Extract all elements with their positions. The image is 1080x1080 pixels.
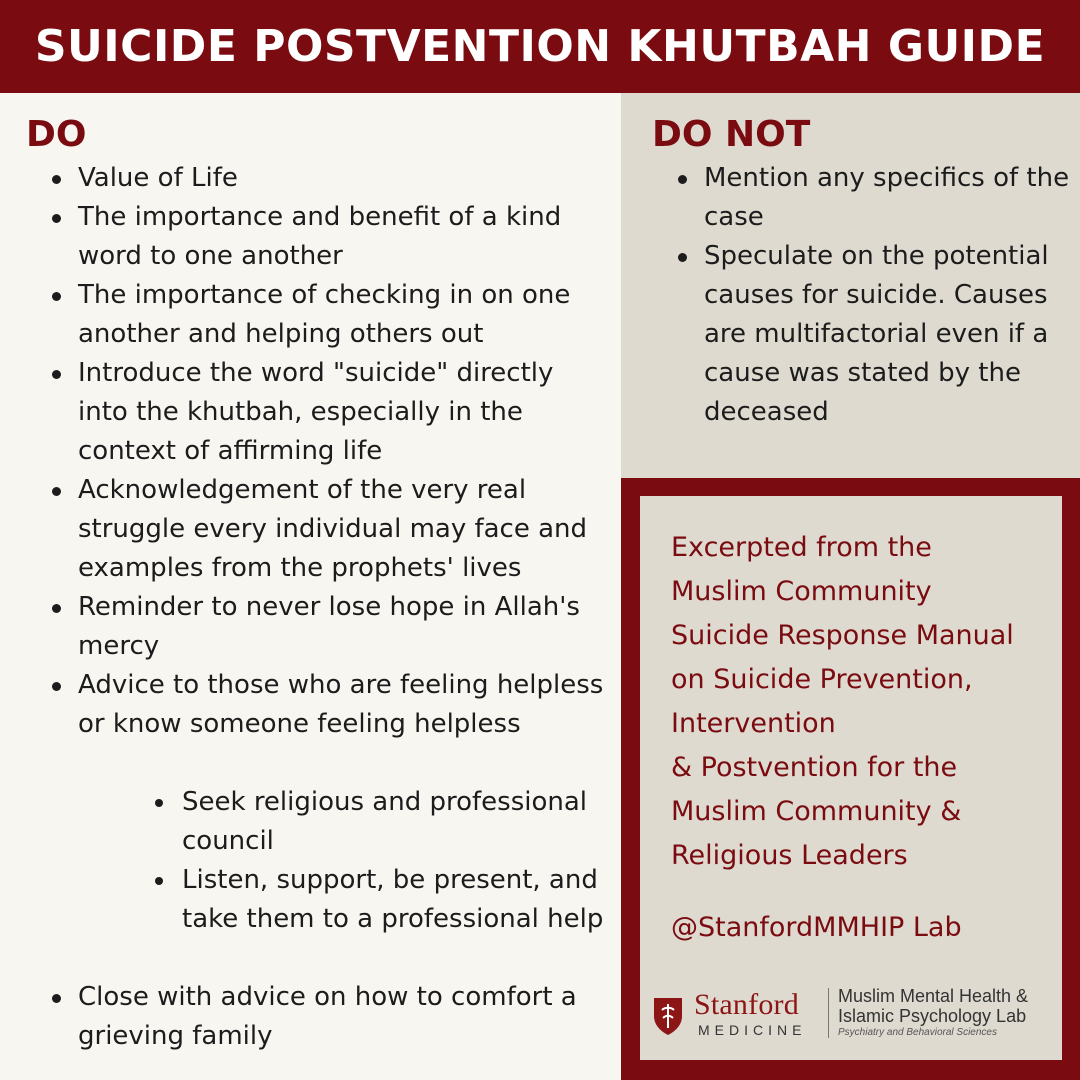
excerpt-line: Religious Leaders [671, 840, 908, 871]
logo-divider [828, 988, 829, 1038]
stanford-lab-logo [652, 984, 1052, 1044]
do-list-closing [78, 978, 608, 1056]
social-handle: @StanfordMMHIP Lab [671, 912, 962, 943]
do-list [78, 159, 608, 744]
do-sub-list [182, 783, 612, 939]
source-card [640, 496, 1062, 1060]
excerpt-line: Suicide Response Manual [671, 620, 1014, 651]
header-banner [0, 0, 1080, 93]
do-not-list [704, 159, 1072, 432]
do-not-panel [621, 93, 1080, 478]
excerpt-line: Muslim Community [671, 576, 932, 607]
list-item: Close with advice on how to comfort a grieving family [78, 978, 608, 1056]
list-item: Mention any specifics of the case [704, 159, 1072, 237]
source-panel [621, 478, 1080, 1080]
list-item: Value of Life [78, 159, 608, 198]
list-item: Introduce the word "suicide" directly into the khutbah, especially in the context of affirming life [78, 354, 608, 471]
medicine-wordmark: MEDICINE [698, 1022, 807, 1038]
stanford-wordmark: Stanford [694, 988, 799, 1021]
stanford-shield-icon [652, 996, 684, 1036]
excerpt-line: Muslim Community & [671, 796, 962, 827]
sub-list-item: Listen, support, be present, and take them to a professional help [182, 861, 612, 939]
do-heading: DO [26, 114, 87, 155]
page-title: SUICIDE POSTVENTION KHUTBAH GUIDE [34, 21, 1046, 72]
sub-list-item: Seek religious and professional council [182, 783, 612, 861]
excerpt-line: Intervention [671, 708, 836, 739]
lab-name-line: Islamic Psychology Lab [838, 1006, 1027, 1026]
lab-name [838, 986, 1053, 1026]
excerpt-line: Excerpted from the [671, 532, 932, 563]
lab-name-line: Muslim Mental Health & [838, 986, 1029, 1006]
excerpt-text [671, 526, 1051, 878]
do-panel [0, 93, 621, 1080]
list-item: Speculate on the potential causes for suicide. Causes are multifactorial even if a cause was stated by the deceased [704, 237, 1072, 432]
list-item: Acknowledgement of the very real struggle every individual may face and examples from the prophets' lives [78, 471, 608, 588]
excerpt-line: on Suicide Prevention, [671, 664, 973, 695]
list-item: The importance and benefit of a kind word to one another [78, 198, 608, 276]
list-item: Reminder to never lose hope in Allah's mercy [78, 588, 608, 666]
do-not-heading: DO NOT [652, 114, 811, 155]
list-item: Advice to those who are feeling helpless or know someone feeling helpless [78, 666, 608, 744]
excerpt-line: & Postvention for the [671, 752, 958, 783]
department-name: Psychiatry and Behavioral Sciences [838, 1027, 997, 1038]
list-item: The importance of checking in on one another and helping others out [78, 276, 608, 354]
